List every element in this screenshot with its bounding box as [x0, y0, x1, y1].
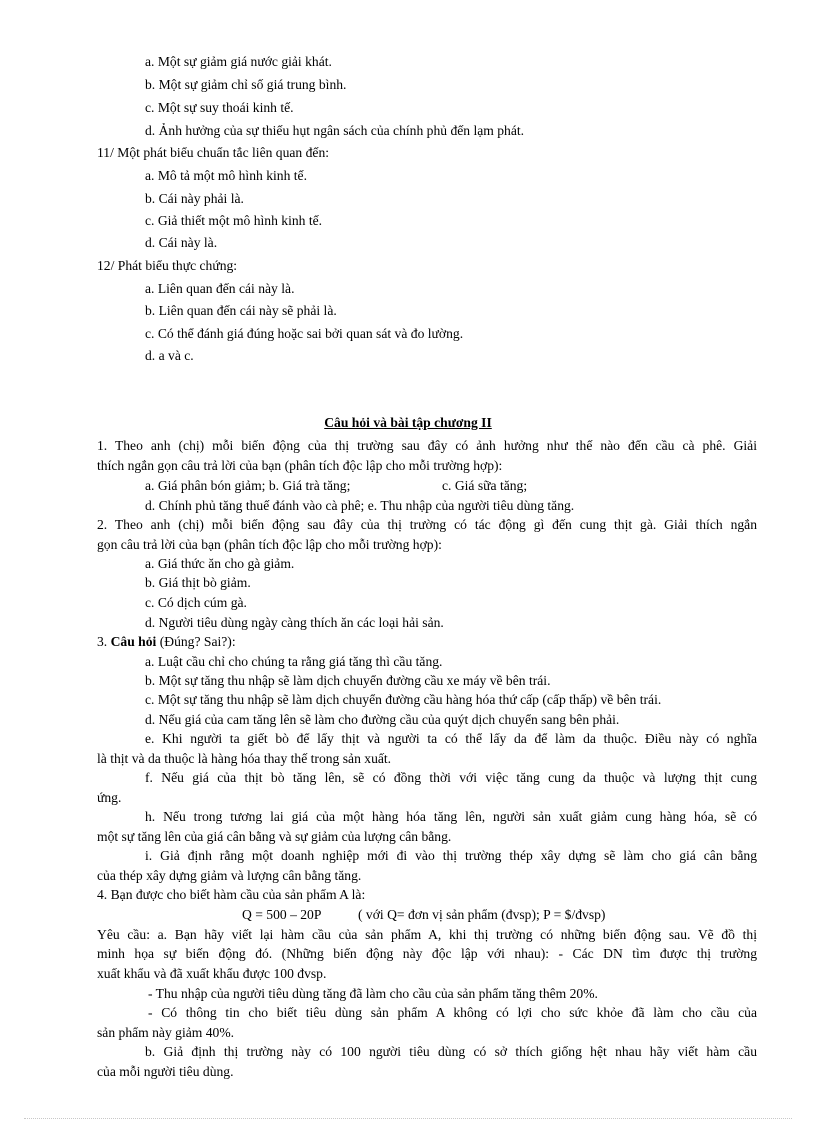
question-number: 3.	[97, 634, 108, 649]
paragraph-line: gọn câu trả lời của bạn (phân tích độc lập cho mỗi trường hợp):	[97, 537, 442, 552]
paragraph-line: là thịt và da thuộc là hàng hóa thay thế trong sản xuất.	[97, 751, 392, 766]
paragraph-line: của mỗi người tiêu dùng.	[97, 1064, 234, 1079]
option-text: a. Mô tả một mô hình kinh tế.	[145, 168, 307, 183]
question-label-bold: Câu hỏi	[110, 634, 157, 649]
paragraph-line: một sự tăng lên của giá cân bằng và sự giảm của lượng cân bằng.	[97, 829, 452, 844]
option-text: a. Giá thức ăn cho gà giảm.	[145, 556, 295, 571]
paragraph-line: f. Nếu giá của thịt bò tăng lên, sẽ có đồng thời với việc tăng cung da thuộc và lượng thịt cung	[145, 770, 757, 785]
chapter-title: Câu hỏi và bài tập chương II	[324, 415, 492, 430]
paragraph-line: 2. Theo anh (chị) mỗi biến động sau đây của thị trường có tác động gì đến cung thịt gà. Giải thích ngắn	[97, 517, 757, 532]
option-text: b. Liên quan đến cái này sẽ phải là.	[145, 303, 337, 318]
option-text: d. Cái này là.	[145, 235, 218, 250]
option-text: a. Liên quan đến cái này là.	[145, 281, 295, 296]
option-text: b. Một sự giảm chỉ số giá trung bình.	[145, 77, 347, 92]
paragraph-line: sản phẩm này giảm 40%.	[97, 1025, 235, 1040]
bullet-line: - Có thông tin cho biết tiêu dùng sản phẩm A không có lợi cho sức khỏe đã làm cho cầu của	[148, 1005, 757, 1020]
paragraph-line: ứng.	[97, 790, 122, 805]
option-text: c. Có thể đánh giá đúng hoặc sai bởi quan sát và đo lường.	[145, 326, 464, 341]
option-text: d. Chính phủ tăng thuế đánh vào cà phê; e. Thu nhập của người tiêu dùng tăng.	[145, 498, 575, 513]
question-label-rest: (Đúng? Sai?):	[159, 634, 236, 649]
option-text: b. Một sự tăng thu nhập sẽ làm dịch chuyển đường cầu xe máy về bên trái.	[145, 673, 551, 688]
option-text: c. Một sự tăng thu nhập sẽ làm dịch chuyển đường cầu hàng hóa thứ cấp (cấp thấp) về bên trái.	[145, 692, 662, 707]
option-text: b. Cái này phải là.	[145, 191, 244, 206]
question-stem: 4. Bạn được cho biết hàm cầu của sản phẩm A là:	[97, 887, 366, 902]
option-text: c. Có dịch cúm gà.	[145, 595, 247, 610]
formula: Q = 500 – 20P	[242, 907, 322, 922]
bullet-line: - Thu nhập của người tiêu dùng tăng đã làm cho cầu của sản phẩm tăng thêm 20%.	[148, 986, 598, 1001]
question-stem	[97, 632, 236, 651]
paragraph-line: i. Giả định rằng một doanh nghiệp mới đi vào thị trường thép xây dựng sẽ làm cho giá cân bằng	[145, 848, 757, 863]
paragraph-line: Yêu cầu: a. Bạn hãy viết lại hàm cầu của sản phẩm A, khi thị trường có những biến động sau. Vẽ đồ thị	[97, 927, 757, 942]
question-stem: 11/ Một phát biểu chuẩn tắc liên quan đến:	[97, 145, 330, 160]
paragraph-line: minh họa sự biến động đó. (Những biến động này độc lập với nhau): - Các DN tìm được thị trường	[97, 946, 757, 961]
paragraph-line: h. Nếu trong tương lai giá của một hàng hóa tăng lên, người sản xuất giảm cung hàng hóa, sẽ có	[145, 809, 757, 824]
paragraph-line: thích ngắn gọn câu trả lời của bạn (phân tích độc lập cho mỗi trường hợp):	[97, 458, 503, 473]
option-text: b. Giá thịt bò giảm.	[145, 575, 251, 590]
option-text: c. Giả thiết một mô hình kinh tế.	[145, 213, 323, 228]
option-text: d. Người tiêu dùng ngày càng thích ăn các loại hải sản.	[145, 615, 444, 630]
paragraph-line: b. Giả định thị trường này có 100 người tiêu dùng có sở thích giống hệt nhau hãy viết hàm cầu	[145, 1044, 757, 1059]
formula-note: ( với Q= đơn vị sản phẩm (đvsp); P = $/đvsp)	[358, 907, 606, 922]
option-text: a. Một sự giảm giá nước giải khát.	[145, 54, 332, 69]
option-text: c. Giá sữa tăng;	[442, 478, 528, 493]
option-text: d. a và c.	[145, 348, 194, 363]
paragraph-line: của thép xây dựng giảm và lượng cân bằng tăng.	[97, 868, 362, 883]
page-bottom-border	[24, 1118, 792, 1119]
paragraph-line: e. Khi người ta giết bò để lấy thịt và người ta có thể lấy da để làm da thuộc. Điều này có nghĩa	[145, 731, 757, 746]
option-text: a. Giá phân bón giảm; b. Giá trà tăng;	[145, 478, 351, 493]
paragraph-line: xuất khẩu và đã xuất khẩu được 100 đvsp.	[97, 966, 327, 981]
question-stem: 12/ Phát biểu thực chứng:	[97, 258, 238, 273]
option-text: a. Luật cầu chỉ cho chúng ta rằng giá tăng thì cầu tăng.	[145, 654, 443, 669]
option-text: d. Ảnh hưởng của sự thiếu hụt ngân sách của chính phủ đến lạm phát.	[145, 123, 525, 138]
option-text: d. Nếu giá của cam tăng lên sẽ làm cho đường cầu của quýt dịch chuyển sang bên phải.	[145, 712, 620, 727]
option-text: c. Một sự suy thoái kinh tế.	[145, 100, 294, 115]
paragraph-line: 1. Theo anh (chị) mỗi biến động của thị trường sau đây có ảnh hưởng như thế nào đến cầu cà phê. Giải	[97, 438, 757, 453]
